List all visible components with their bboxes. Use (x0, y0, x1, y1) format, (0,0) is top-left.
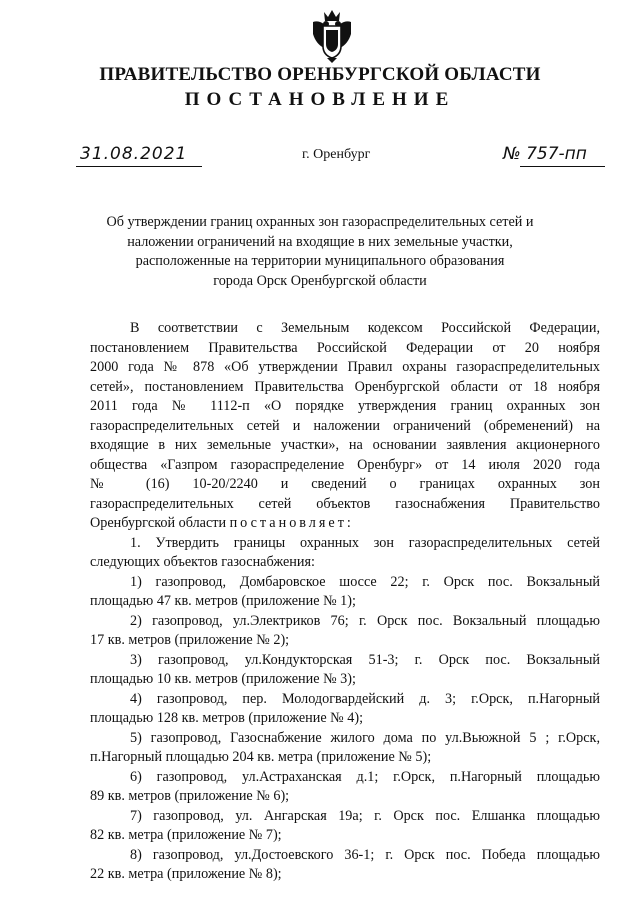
title-line: расположенные на территории муниципального образования (135, 253, 505, 269)
list-item: 8) газопровод, ул.Достоевского 36-1; г. Орск пос. Победа площадью (130, 846, 600, 863)
list-item: 6) газопровод, ул.Астраханская д.1; г.Орск, п.Нагорный площадью (130, 768, 600, 785)
coat-of-arms-icon (310, 8, 354, 64)
body-line: сетей», постановлением Правительства Оренбургской области от 18 ноября (90, 378, 600, 395)
date-underline (76, 166, 202, 167)
body-line: 2000 года № 878 «Об утверждении Правил охраны газораспределительных (90, 359, 600, 375)
document-title (90, 213, 550, 291)
list-item-cont: площадью 128 кв. метров (приложение № 4); (90, 710, 364, 726)
list-item-cont: 89 кв. метров (приложение № 6); (90, 788, 290, 804)
body-line (90, 514, 600, 534)
decree-word: постановляет: (229, 515, 354, 531)
document-number: № 757-пп (503, 144, 587, 164)
title-line: Об утверждении границ охранных зон газораспределительных сетей и (106, 214, 534, 230)
list-item: 1) газопровод, Домбаровское шоссе 22; г. Орск пос. Вокзальный (130, 573, 600, 590)
list-item-cont: 82 кв. метра (приложение № 7); (90, 827, 282, 843)
body-line: входящие в них земельные участки», на основании заявления акционерного (90, 437, 600, 453)
item-1-line: следующих объектов газоснабжения: (90, 554, 315, 570)
list-item-cont: площадью 10 кв. метров (приложение № 3); (90, 671, 356, 687)
item-1-line: 1. Утвердить границы охранных зон газораспределительных сетей (130, 534, 600, 551)
organization-name: ПРАВИТЕЛЬСТВО ОРЕНБУРГСКОЙ ОБЛАСТИ (99, 64, 541, 85)
body-line: газораспределительных сетей и наложении ограничений (обременений) на (90, 417, 600, 434)
list-item: 5) газопровод, Газоснабжение жилого дома по ул.Вьюжной 5 ; г.Орск, (130, 729, 600, 746)
list-item: 7) газопровод, ул. Ангарская 19а; г. Орск пос. Елшанка площадью (130, 807, 600, 824)
document-type: ПОСТАНОВЛЕНИЕ (184, 89, 456, 110)
body-line: общества «Газпром газораспределение Оренбург» от 14 июля 2020 года (90, 456, 600, 473)
body-line: В соответствии с Земельным кодексом Российской Федерации, (130, 320, 600, 336)
number-underline (520, 166, 605, 167)
list-item-cont: площадью 47 кв. метров (приложение № 1); (90, 593, 356, 609)
document-body (90, 319, 600, 885)
list-item: 3) газопровод, ул.Кондукторская 51-3; г. Орск пос. Вокзальный (130, 651, 600, 668)
body-line: № (16) 10-20/2240 и сведений о границах охранных зон (90, 476, 600, 492)
list-item-cont: 22 кв. метра (приложение № 8); (90, 866, 282, 882)
body-line: постановлением Правительства Российской Федерации от 20 ноября (90, 339, 600, 356)
list-item: 4) газопровод, пер. Молодогвардейский д. 3; г.Орск, п.Нагорный (130, 690, 600, 707)
title-line: города Орск Оренбургской области (213, 272, 427, 289)
list-item-cont: п.Нагорный площадью 204 кв. метра (приложение № 5); (90, 749, 432, 765)
body-line: газораспределительных сетей объектов газоснабжения Правительство (90, 495, 600, 512)
preamble-end: Оренбургской области (90, 515, 227, 531)
document-city: г. Оренбург (302, 147, 371, 162)
list-item-cont: 17 кв. метров (приложение № 2); (90, 632, 290, 648)
body-line: 2011 года № 1112-п «О порядке утверждения границ охранных зон (90, 398, 600, 414)
title-line: наложении ограничений на входящие в них земельные участки, (127, 233, 513, 250)
document-date: 31.08.2021 (80, 144, 188, 164)
list-item: 2) газопровод, ул.Электриков 76; г. Орск пос. Вокзальный площадью (130, 612, 600, 629)
